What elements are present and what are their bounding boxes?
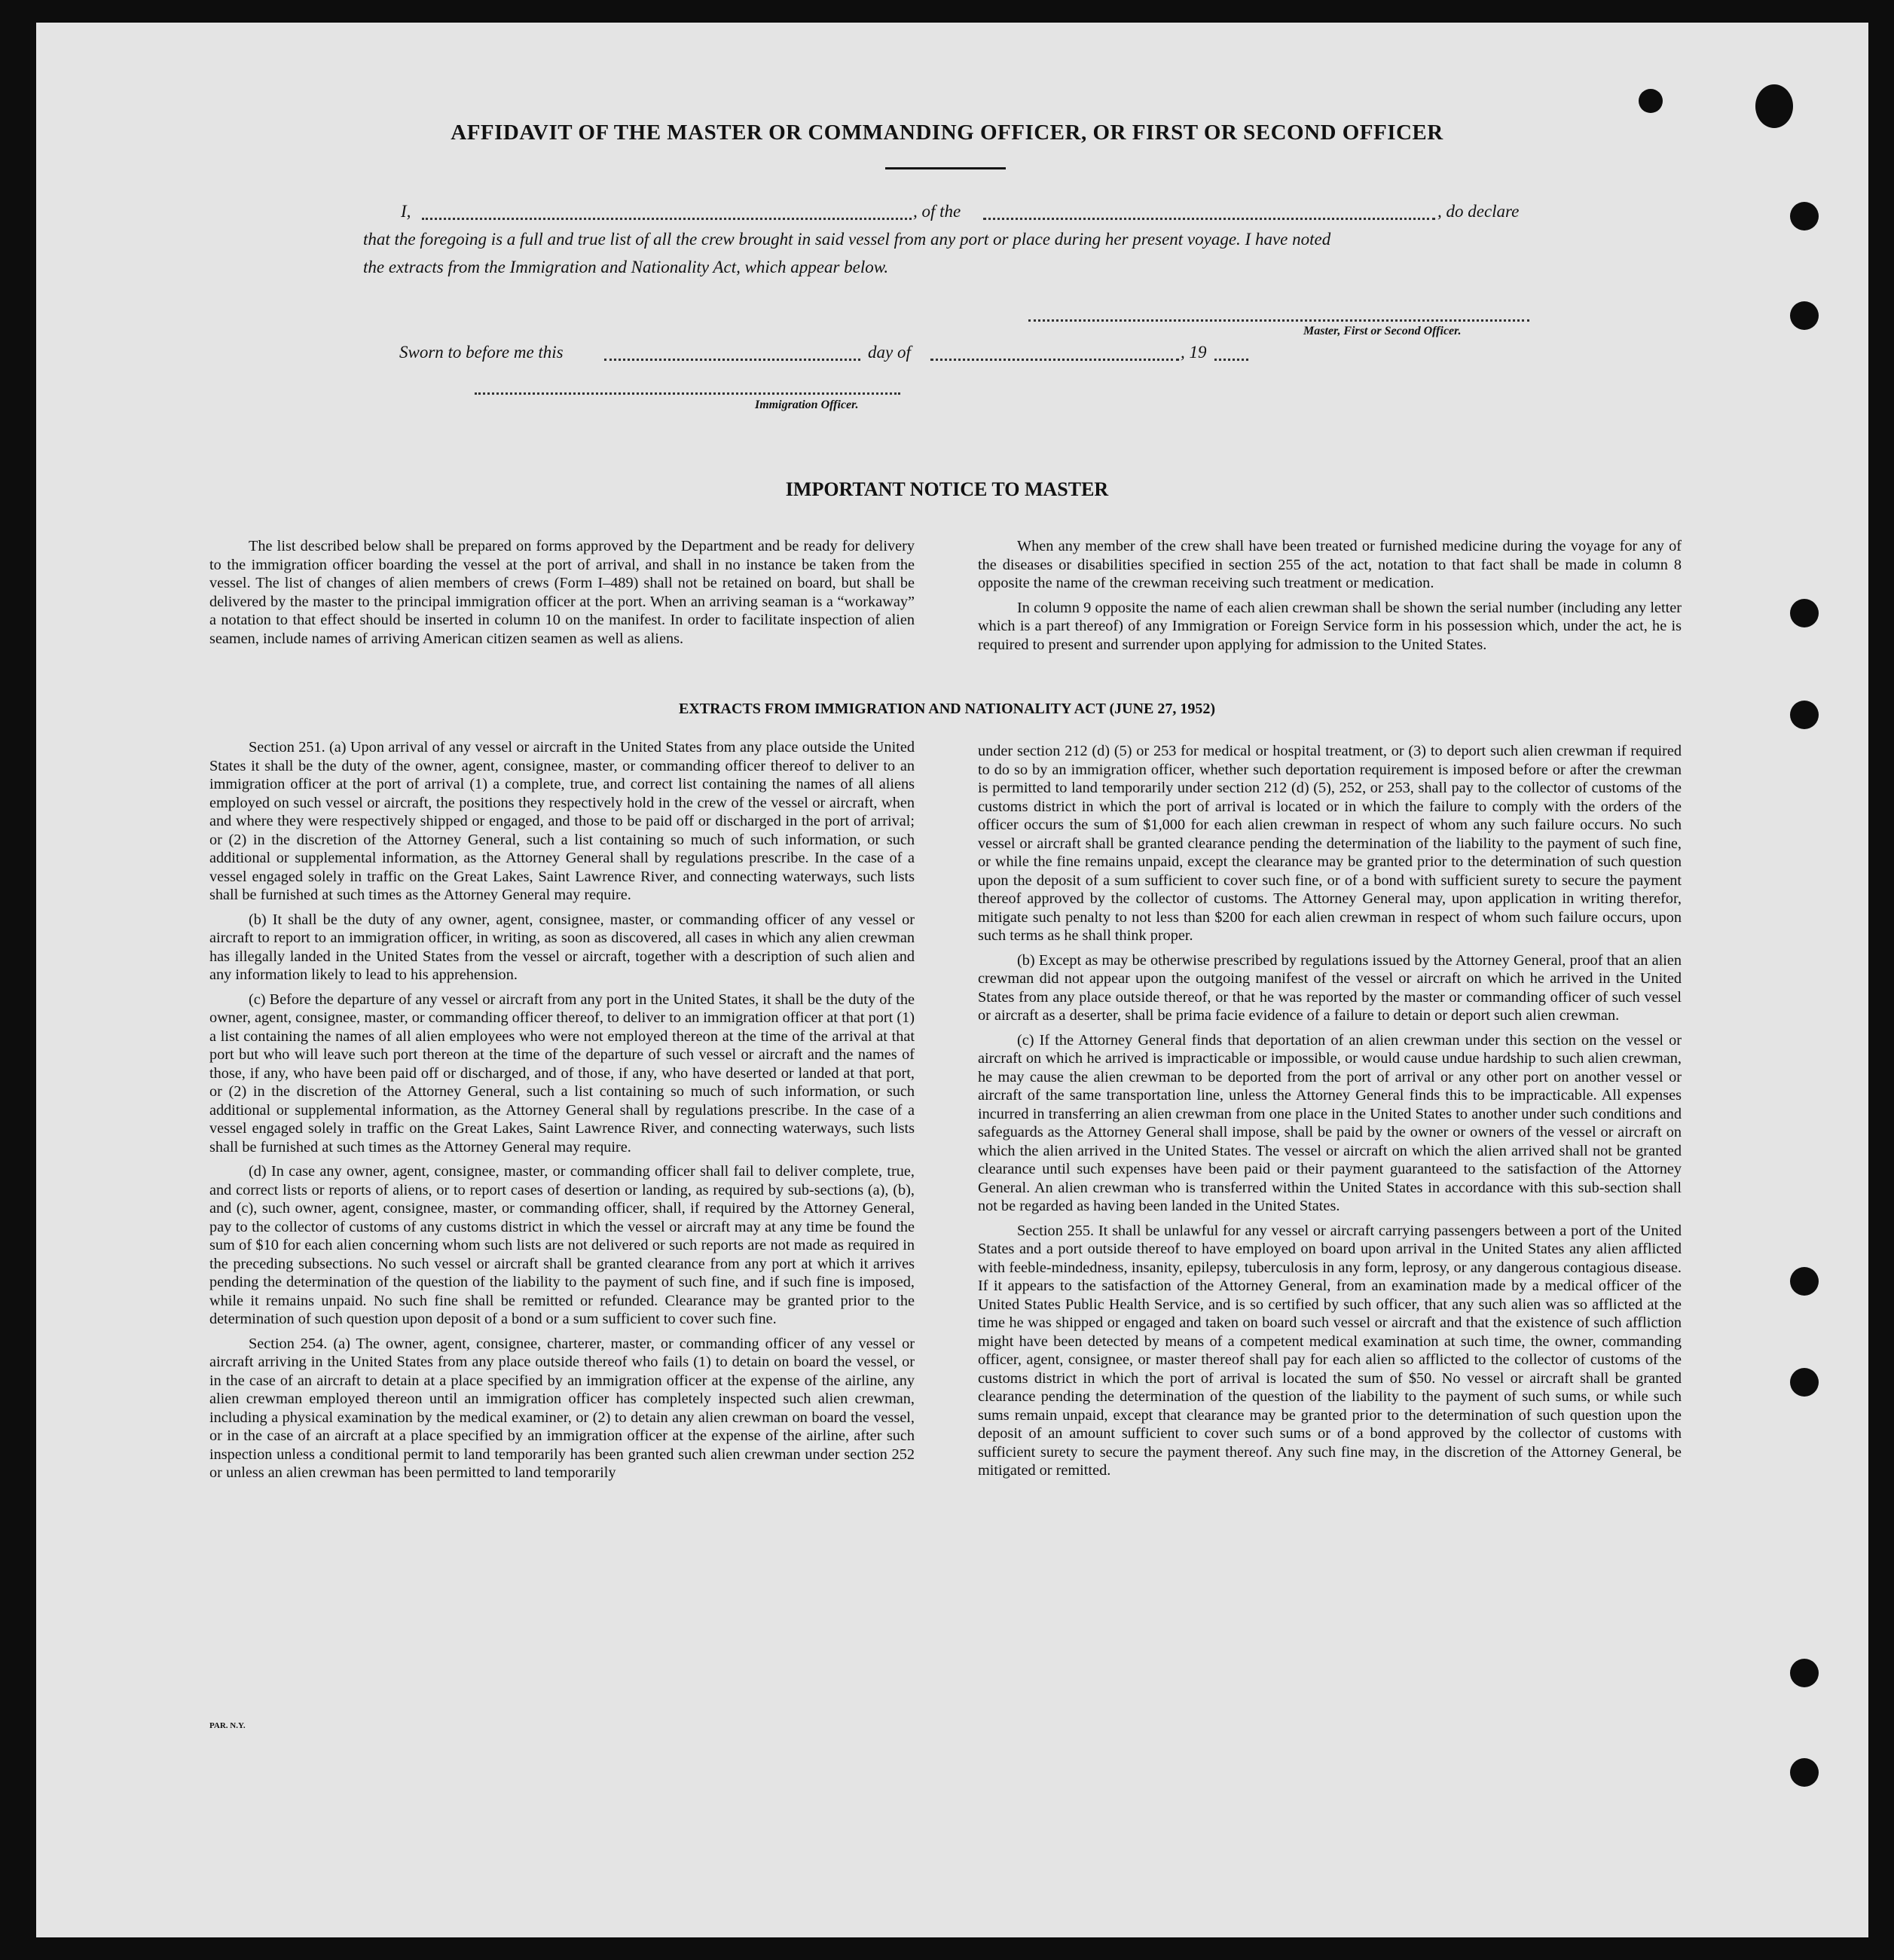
- punch-hole: [1790, 1368, 1819, 1397]
- vessel-field[interactable]: [983, 218, 1435, 220]
- printer-mark: PAR. N.Y.: [209, 1721, 246, 1730]
- notice-left-paragraph: The list described below shall be prepared on forms approved by the Department and be ready for delivery to the immigration officer boarding the vessel at the port of arrival, and shall in no instance be taken from the vessel. The list of changes of alien members of crews (Form I–489) shall not be retained on board, but shall be delivered by the master to the principal immigration officer at the port. When an arriving seaman is a “workaway” a notation to that effect should be inserted in column 10 on the manifest. In order to facilitate inspection of alien seamen, include names of arriving American citizen seamen as well as aliens.: [209, 538, 915, 647]
- affidavit-title: AFFIDAVIT OF THE MASTER OR COMMANDING OFFICER, OR FIRST OR SECOND OFFICER: [451, 121, 1443, 145]
- notice-left-column: [209, 537, 915, 654]
- sworn-year-field[interactable]: [1214, 359, 1248, 361]
- punch-hole: [1639, 89, 1663, 113]
- punch-hole: [1790, 1758, 1819, 1787]
- section-255: Section 255. It shall be unlawful for any vessel or aircraft carrying passengers between a port of the United States and a port outside thereof to have employed on board upon arrival in the United States any alien afflicted with feeble-mindedness, insanity, epilepsy, tuberculosis in any form, leprosy, or any dangerous contagious disease. If it appears to the satisfaction of the Attorney General, from an examination made by a medical officer of the United States Public Health Service, and is so certified by such officer, that any such alien was so afflicted at the time he was shipped or engaged and taken on board such vessel or aircraft and that the existence of such affliction might have been detected by means of a competent medical examination at such time, the owner, commanding officer, agent, consignee, or master thereof shall pay for each alien so afflicted to the collector of customs of the customs district in which the port of arrival is located the sum of $50. No vessel or aircraft shall be granted clearance pending the determination of the question of the liability to the payment of such sums, or while such sums remain unpaid, except that clearance may be granted prior to the determination of such question upon the deposit of an amount sufficient to cover such sums or of a bond approved by the collector of customs with sufficient surety to secure the payment thereof. Any such fine may, in the discretion of the Attorney General, be mitigated or remitted.: [978, 1222, 1682, 1479]
- i-label: I,: [401, 202, 411, 221]
- declare-label: , do declare: [1437, 202, 1520, 221]
- section-251d: (d) In case any owner, agent, consignee, master, or commanding officer shall fail to deliver complete, true, and correct lists or reports of aliens, or to report cases of desertion or landing, as required by sub-sections (a), (b), and (c), such owner, agent, consignee, master, or commanding officer, shall, if required by the Attorney General, pay to the collector of customs of any customs district in which the vessel or aircraft may at any time be found the sum of $10 for each alien concerning whom such lists are not delivered or such reports are not made as required in the preceding subsections. No such vessel or aircraft shall be granted clearance from any port at which it arrives pending the determination of the question of the liability to the payment of such fine, and if such fine is imposed, while it remains unpaid. No such fine shall be remitted or refunded. Clearance may be granted prior to the determination of such question upon deposit of a bond or a sum sufficient to cover such fine.: [209, 1163, 915, 1327]
- of-the-label: , of the: [913, 202, 961, 221]
- punch-hole: [1790, 301, 1819, 330]
- name-field[interactable]: [422, 218, 912, 220]
- notice-right-paragraph-1: When any member of the crew shall have been treated or furnished medicine during the voyage for any of the diseases or disabilities specified in section 255 of the act, notation to that fact shall be made in column 8 opposite the name of the crewman receiving such treatment or medication.: [978, 538, 1682, 591]
- sworn-day-field[interactable]: [604, 359, 860, 361]
- declaration-line-1: that the foregoing is a full and true list of all the crew brought in said vessel from any port or place during her present voyage. I have noted: [363, 230, 1331, 249]
- year-label: , 19: [1181, 343, 1207, 362]
- immigration-officer-label: Immigration Officer.: [755, 398, 859, 411]
- section-254a-continued: under section 212 (d) (5) or 253 for medical or hospital treatment, or (3) to deport such alien crewman if required to do so by an immigration officer, whether such deportation requirement is imposed before or after the crewman is permitted to land temporarily under section 212 (d) (5), 252, or 253, shall pay to the collector of customs of the customs district in which the port of arrival is located or in which the failure to comply with the orders of the officer occurs the sum of $1,000 for each alien crewman in respect of whom any such failure occurs. No such vessel or aircraft shall be granted clearance pending the determination of the liability to the payment of such fine, or while the fine remains unpaid, except the clearance may be granted prior to the determination of such question upon the deposit of a sum sufficient to cover such fine, or of a bond with sufficient surety to secure the payment thereof approved by the collector of customs. The Attorney General may, upon application in writing therefor, mitigate such penalty to not less than $200 for each alien crewman in respect of whom such failure occurs, upon such terms as he shall think proper.: [978, 743, 1682, 944]
- declaration-line-2: the extracts from the Immigration and Nationality Act, which appear below.: [363, 258, 889, 276]
- punch-hole: [1790, 202, 1819, 230]
- notice-right-column: [978, 537, 1682, 660]
- notice-right-paragraph-2: In column 9 opposite the name of each alien crewman shall be shown the serial number (including any letter which is a part thereof) of any Immigration or Foreign Service form in his possession which, under the act, he is required to present and surrender upon applying for admission to the United States.: [978, 599, 1682, 653]
- section-251a: Section 251. (a) Upon arrival of any vessel or aircraft in the United States from any place outside the United States it shall be the duty of the owner, agent, consignee, master, or commanding officer thereof to deliver to an immigration officer at the port of arrival (1) a complete, true, and correct list containing the names of all aliens employed on such vessel or aircraft, the positions they respectively hold in the crew of the vessel or aircraft, when and where they were respectively shipped or engaged, and those to be paid off or discharged in the port of arrival; or (2) in the discretion of the Attorney General, such a list containing so much of such information, or such additional or supplemental information, as the Attorney General shall by regulations prescribe. In the case of a vessel engaged solely in traffic on the Great Lakes, Saint Lawrence River, and connecting waterways, such lists shall be furnished at such times as the Attorney General may require.: [209, 739, 915, 903]
- section-251b: (b) It shall be the duty of any owner, agent, consignee, master, or commanding officer of any vessel or aircraft to report to an immigration officer, in writing, as soon as discovered, all cases in which any alien crewman has illegally landed in the United States from the vessel or aircraft, together with a description of such alien and any information likely to lead to his apprehension.: [209, 911, 915, 983]
- punch-hole: [1790, 599, 1819, 627]
- section-254b: (b) Except as may be otherwise prescribed by regulations issued by the Attorney General, proof that an alien crewman did not appear upon the outgoing manifest of the vessel or aircraft on which he arrived in the United States from any place outside thereof, or that he was reported by the master or commanding officer of such vessel or aircraft as a deserter, shall be prima facie evidence of a failure to detain or deport such alien crewman.: [978, 951, 1682, 1024]
- sworn-month-field[interactable]: [930, 359, 1179, 361]
- master-signature-label: Master, First or Second Officer.: [1303, 325, 1462, 337]
- section-251c: (c) Before the departure of any vessel or aircraft from any port in the United States, it shall be the duty of the owner, agent, consignee, master, or commanding officer thereof, to deliver to an immigration officer at that port (1) a list containing the names of all alien employees who were not employed thereon at the time of the arrival at that port but who will leave such port thereon at the time of the departure of such vessel or aircraft and the names of those, if any, who have been paid off or discharged, and of those, if any, who have deserted or landed at that port, or (2) in the discretion of the Attorney General, such a list containing so much of such information, or such additional or supplemental information, as the Attorney General shall by regulations prescribe. In the case of a vessel engaged solely in traffic on the Great Lakes, Saint Lawrence River, and connecting waterways, such lists shall be furnished at such times as the Attorney General may require.: [209, 991, 915, 1156]
- extracts-right-column: [978, 742, 1682, 1486]
- immigration-officer-signature-line[interactable]: [475, 392, 900, 395]
- section-254c: (c) If the Attorney General finds that deportation of an alien crewman under this section on the vessel or aircraft on which he arrived is impracticable or impossible, or would cause undue hardship to such alien crewman, he may cause the alien crewman to be deported from the port of arrival or any other port on another vessel or aircraft of the same transportation line, unless the Attorney General finds this to be impracticable. All expenses incurred in transferring an alien crewman from one place in the United States to another under such conditions and safeguards as the Attorney General shall impose, shall be paid by the owner or owners of the vessel or aircraft on which the alien arrived in the United States. The vessel or aircraft on which the alien arrived shall not be granted clearance until such expenses have been paid or their payment guaranteed to the satisfaction of the Attorney General. An alien crewman who is transferred within the United States in accordance with this sub-section shall not be regarded as having been landed in the United States.: [978, 1031, 1682, 1214]
- section-254a: Section 254. (a) The owner, agent, consignee, charterer, master, or commanding officer of any vessel or aircraft arriving in the United States from any place outside thereof who fails (1) to detain on board the vessel, or in the case of an aircraft to detain at a place specified by an immigration officer at the expense of the airline, any alien crewman employed thereon until an immigration officer has completely inspected such alien crewman, including a physical examination by the medical examiner, or (2) to detain any alien crewman on board the vessel, or in the case of an aircraft at a place specified by an immigration officer at the expense of the airline, after such inspection unless a conditional permit to land temporarily has been granted such alien crewman under section 252 or unless an alien crewman has been permitted to land temporarily: [209, 1335, 915, 1481]
- day-of-label: day of: [868, 343, 911, 362]
- punch-hole: [1790, 1659, 1819, 1687]
- punch-hole: [1790, 1267, 1819, 1296]
- notice-title: IMPORTANT NOTICE TO MASTER: [785, 478, 1109, 500]
- extracts-title: EXTRACTS FROM IMMIGRATION AND NATIONALITY ACT (JUNE 27, 1952): [678, 701, 1216, 717]
- title-rule: [885, 167, 1006, 169]
- master-signature-line[interactable]: [1028, 319, 1529, 322]
- sworn-label: Sworn to before me this: [399, 343, 564, 362]
- extracts-left-column: [209, 738, 915, 1488]
